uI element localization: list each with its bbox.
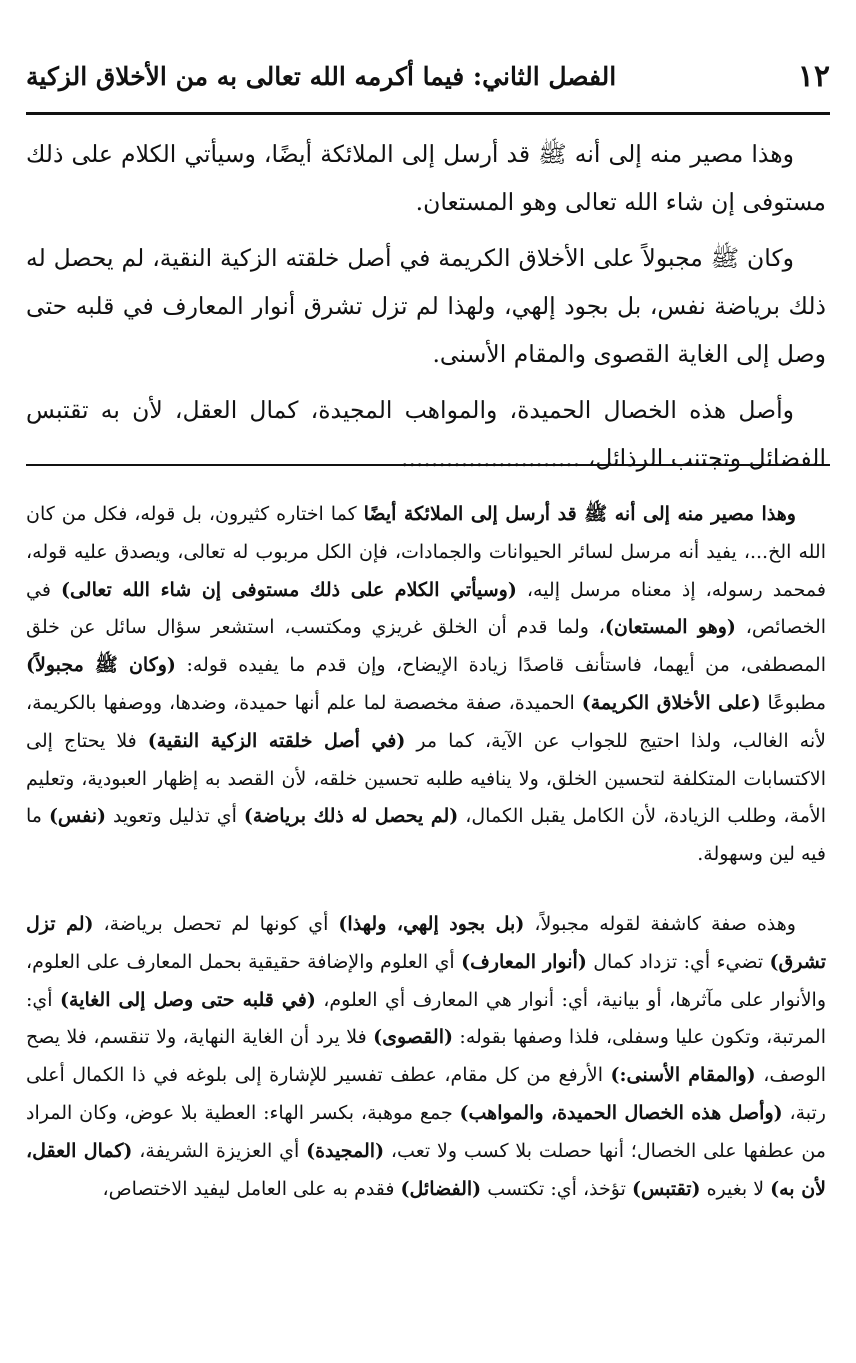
commentary-text: أي العلوم والإضافة حقيقية بحمل المعارف على العلوم، والأنوار على مآثرها، أو بيانية، أي: أنوار هي المعارف أي العلوم، — [26, 950, 826, 1011]
commentary — [26, 496, 826, 1240]
commentary-text: فقدم به على العامل ليفيد الاختصاص، — [102, 1177, 401, 1200]
commentary-text: أي: المرتبة، وتكون عليا وسفلى، فلذا وصفها بقوله: — [26, 988, 826, 1049]
commentary-paragraph-2 — [26, 906, 826, 1208]
page-number: ١٢ — [797, 58, 830, 94]
commentary-text: الأرفع من كل مقام، عطف تفسير للإشارة إلى بلوغه في ذا الكمال أعلى رتبة، — [26, 1064, 826, 1124]
commentary-text: جمع موهبة، بكسر الهاء: العطية بلا عوض، وكان المراد من عطفها على الخصال؛ أنها حصلت بلا كسب ولا تعب، — [26, 1101, 826, 1162]
commentary-text: أي تذليل وتعويد — [106, 805, 244, 828]
commentary-quote: (المجيدة) — [306, 1139, 385, 1162]
commentary-quote: (لم يحصل له ذلك برياضة) — [243, 805, 459, 828]
commentary-quote: (وسيأتي الكلام على ذلك مستوفى إن شاء الله تعالى) — [60, 578, 517, 601]
commentary-quote: (نفس) — [48, 805, 107, 828]
commentary-text: وهذه صفة كاشفة لقوله مجبولاً، — [524, 912, 796, 935]
commentary-quote: (وأصل هذه الخصال الحميدة، والمواهب) — [459, 1101, 783, 1124]
commentary-text: فلا يحتاج إلى الاكتسابات المتكلفة لتحسين الخلق، ولا ينافيه طلبه تحسين خلقه، لأن القصد به إظهار العبودية، وتعليم الأمة، وطلب الزيادة، لأن الكامل يقبل الكمال، — [26, 729, 827, 828]
commentary-text: أي كونها لم تحصل برياضة، — [93, 912, 339, 935]
commentary-quote: (بل بجود إلهي، ولهذا) — [338, 912, 525, 935]
main-text — [26, 130, 826, 490]
commentary-quote: وهذا مصير منه إلى أنه ﷺ قد أرسل إلى الملائكة أيضًا — [363, 503, 796, 525]
commentary-paragraph-1 — [26, 496, 826, 874]
page-header — [26, 46, 830, 106]
commentary-divider — [26, 464, 830, 466]
commentary-quote: (والمقام الأسنى:) — [610, 1064, 756, 1087]
commentary-quote: (وهو المستعان) — [604, 616, 736, 639]
chapter-title: الفصل الثاني: فيما أكرمه الله تعالى به من الأخلاق الزكية — [26, 61, 617, 91]
commentary-quote: (على الأخلاق الكريمة) — [581, 691, 761, 714]
commentary-text: تضيء أي: تزداد كمال — [586, 950, 770, 973]
commentary-quote: (لم تزل تشرق) — [26, 912, 826, 973]
header-divider — [26, 112, 830, 115]
commentary-quote: (في قلبه حتى وصل إلى الغاية) — [60, 988, 316, 1011]
commentary-text: كما اختاره كثيرون، بل قوله، فكل من كان الله الخ...، يفيد أنه مرسل لسائر الحيوانات والجمادات، فإن الكل مربوب له تعالى، ويصدق عليه قوله، فمحمد رسوله، إذ معناه مرسل إليه، — [26, 503, 826, 601]
commentary-text: مطبوعًا — [760, 691, 826, 714]
commentary-quote: (وكان ﷺ مجبولاً) — [26, 654, 176, 677]
commentary-text: ، ولما قدم أن الخلق غريزي ومكتسب، استشعر سؤال سائل عن خلق المصطفى، من أيهما، فاستأنف قاصدًا زيادة الإيضاح، وإن قدم ما يفيده قوله: — [26, 616, 826, 677]
main-text-paragraph-2: وكان ﷺ مجبولاً على الأخلاق الكريمة في أصل خلقته الزكية النقية، لم يحصل له ذلك برياضة نفس، بل بجود إلهي، ولهذا لم تزل تشرق أنوار المعارف في قلبه حتى وصل إلى الغاية القصوى والمقام الأسنى. — [26, 244, 826, 368]
commentary-quote: (في أصل خلقته الزكية النقية) — [147, 729, 406, 752]
commentary-text: فلا يرد أن الغاية النهاية، ولا تنقسم، فلا يصح الوصف، — [26, 1026, 827, 1087]
commentary-quote: (القصوى) — [373, 1026, 453, 1049]
main-text-paragraph-3: وأصل هذه الخصال الحميدة، والمواهب المجيدة، كمال العقل، لأن به تقتبس الفضائل وتجتنب الرذائل، ........................ — [26, 396, 826, 472]
commentary-text: أي العزيزة الشريفة، — [132, 1139, 307, 1162]
commentary-text: ما فيه لين وسهولة. — [26, 805, 826, 866]
main-text-paragraph-1: وهذا مصير منه إلى أنه ﷺ قد أرسل إلى الملائكة أيضًا، وسيأتي الكلام على ذلك مستوفى إن شاء الله تعالى وهو المستعان. — [26, 140, 826, 216]
commentary-quote: (كمال العقل، لأن به) — [26, 1139, 826, 1200]
commentary-quote: (الفضائل) — [400, 1177, 482, 1200]
commentary-text: تؤخذ، أي: تكتسب — [481, 1177, 632, 1200]
commentary-text: لا بغيره — [700, 1177, 771, 1200]
commentary-quote: (أنوار المعارف) — [461, 950, 587, 973]
commentary-text: في الخصائص، — [26, 578, 827, 639]
commentary-text: الحميدة، صفة مخصصة لما علم أنها حميدة، وضدها، ووصفها بالكريمة، لأنه الغالب، ولذا احتيج للجواب عن الآية، كما مر — [26, 691, 826, 752]
commentary-quote: (تقتبس) — [631, 1177, 701, 1200]
